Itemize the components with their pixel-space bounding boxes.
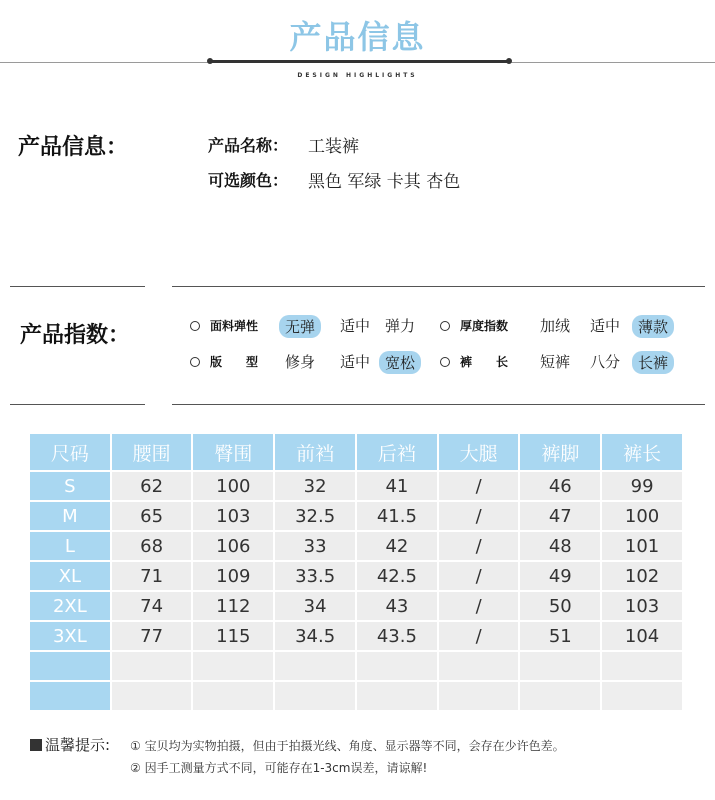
table-row bbox=[30, 562, 682, 590]
table-header-cell: 臀围 bbox=[193, 434, 273, 470]
table-cell: 112 bbox=[193, 592, 273, 620]
table-cell: 115 bbox=[193, 622, 273, 650]
table-cell-empty bbox=[193, 652, 273, 680]
index-option-selected: 宽松 bbox=[379, 351, 421, 374]
index-option: 弹力 bbox=[385, 317, 416, 335]
table-header-row bbox=[30, 434, 682, 470]
info-section-title: 产品信息： bbox=[18, 135, 129, 160]
radio-circle-icon bbox=[440, 321, 450, 331]
table-header-cell: 裤脚 bbox=[520, 434, 600, 470]
table-cell: 74 bbox=[112, 592, 192, 620]
table-header-cell: 后裆 bbox=[357, 434, 437, 470]
table-cell: 32.5 bbox=[275, 502, 355, 530]
table-cell: 50 bbox=[520, 592, 600, 620]
table-cell: 103 bbox=[193, 502, 273, 530]
table-header-cell: 腰围 bbox=[112, 434, 192, 470]
table-cell: 34 bbox=[275, 592, 355, 620]
table-cell-empty bbox=[520, 682, 600, 710]
table-cell: 101 bbox=[602, 532, 682, 560]
index-label: 厚度指数 bbox=[460, 319, 509, 333]
table-cell: 103 bbox=[602, 592, 682, 620]
index-divider-top-right bbox=[172, 286, 705, 287]
table-cell-empty bbox=[439, 682, 519, 710]
radio-circle-icon bbox=[440, 357, 450, 367]
table-cell: 41 bbox=[357, 472, 437, 500]
header-dot-right bbox=[506, 58, 512, 64]
table-cell-empty bbox=[112, 682, 192, 710]
size-cell: XL bbox=[30, 562, 110, 590]
table-cell-empty bbox=[357, 652, 437, 680]
index-divider-bottom-left bbox=[10, 404, 145, 405]
size-cell: 3XL bbox=[30, 622, 110, 650]
header-accent-line bbox=[210, 60, 510, 63]
table-row bbox=[30, 472, 682, 500]
table-cell: 77 bbox=[112, 622, 192, 650]
table-cell: 48 bbox=[520, 532, 600, 560]
table-cell: / bbox=[439, 472, 519, 500]
table-cell: 49 bbox=[520, 562, 600, 590]
index-label: 版 型 bbox=[210, 355, 259, 369]
table-cell-empty bbox=[30, 682, 110, 710]
tip-line-2: ② 因手工测量方式不同，可能存在1-3cm误差，请谅解! bbox=[130, 761, 428, 775]
header-dot-left bbox=[207, 58, 213, 64]
table-cell: 109 bbox=[193, 562, 273, 590]
index-option: 适中 bbox=[340, 353, 371, 371]
table-cell: 65 bbox=[112, 502, 192, 530]
table-cell-empty bbox=[602, 652, 682, 680]
table-cell-empty bbox=[112, 652, 192, 680]
product-name-label: 产品名称： bbox=[208, 136, 289, 155]
index-option: 短裤 bbox=[540, 353, 571, 371]
size-table bbox=[28, 432, 684, 712]
table-cell: 41.5 bbox=[357, 502, 437, 530]
radio-circle-icon bbox=[190, 321, 200, 331]
index-option: 八分 bbox=[590, 353, 621, 371]
index-divider-top-left bbox=[10, 286, 145, 287]
table-cell: 32 bbox=[275, 472, 355, 500]
index-option-selected: 长裤 bbox=[632, 351, 674, 374]
table-cell: 33.5 bbox=[275, 562, 355, 590]
table-cell: 71 bbox=[112, 562, 192, 590]
index-option: 修身 bbox=[285, 353, 316, 371]
table-cell: 100 bbox=[602, 502, 682, 530]
tips-heading bbox=[30, 734, 110, 755]
index-label: 面料弹性 bbox=[210, 319, 259, 333]
table-row bbox=[30, 502, 682, 530]
table-cell: 106 bbox=[193, 532, 273, 560]
table-cell-empty bbox=[193, 682, 273, 710]
table-row bbox=[30, 622, 682, 650]
table-cell: 43.5 bbox=[357, 622, 437, 650]
table-cell: / bbox=[439, 532, 519, 560]
table-cell-empty bbox=[602, 682, 682, 710]
table-cell: 62 bbox=[112, 472, 192, 500]
table-cell: / bbox=[439, 592, 519, 620]
table-cell: 34.5 bbox=[275, 622, 355, 650]
table-row bbox=[30, 532, 682, 560]
index-option: 适中 bbox=[340, 317, 371, 335]
index-divider-bottom-right bbox=[172, 404, 705, 405]
header-subtitle: DESIGN HIGHLIGHTS bbox=[297, 72, 418, 79]
size-cell: 2XL bbox=[30, 592, 110, 620]
size-cell: M bbox=[30, 502, 110, 530]
table-cell-empty bbox=[520, 652, 600, 680]
index-label: 裤 长 bbox=[460, 355, 509, 369]
table-cell: 33 bbox=[275, 532, 355, 560]
index-option: 适中 bbox=[590, 317, 621, 335]
table-cell: 46 bbox=[520, 472, 600, 500]
table-cell: 104 bbox=[602, 622, 682, 650]
table-header-cell: 尺码 bbox=[30, 434, 110, 470]
table-cell: 68 bbox=[112, 532, 192, 560]
table-cell: / bbox=[439, 562, 519, 590]
square-bullet-icon bbox=[30, 739, 42, 751]
table-cell: 42 bbox=[357, 532, 437, 560]
index-option-selected: 无弹 bbox=[279, 315, 321, 338]
table-cell: / bbox=[439, 622, 519, 650]
tip-line-1: ① 宝贝均为实物拍摄，但由于拍摄光线、角度、显示器等不同，会存在少许色差。 bbox=[130, 739, 565, 753]
index-option: 加绒 bbox=[540, 317, 571, 335]
color-value: 黑色 军绿 卡其 杏色 bbox=[308, 172, 461, 192]
table-cell: 102 bbox=[602, 562, 682, 590]
table-cell-empty bbox=[275, 682, 355, 710]
size-cell: L bbox=[30, 532, 110, 560]
product-name-value: 工装裤 bbox=[308, 137, 359, 157]
table-header-cell: 前裆 bbox=[275, 434, 355, 470]
table-cell: 51 bbox=[520, 622, 600, 650]
table-cell-empty bbox=[275, 652, 355, 680]
table-row bbox=[30, 592, 682, 620]
index-option-selected: 薄款 bbox=[632, 315, 674, 338]
size-cell: S bbox=[30, 472, 110, 500]
table-header-cell: 裤长 bbox=[602, 434, 682, 470]
table-cell: 47 bbox=[520, 502, 600, 530]
table-cell: 99 bbox=[602, 472, 682, 500]
table-cell: 43 bbox=[357, 592, 437, 620]
index-section-title: 产品指数： bbox=[20, 323, 131, 348]
table-cell-empty bbox=[357, 682, 437, 710]
table-cell: / bbox=[439, 502, 519, 530]
page-title: 产品信息 bbox=[289, 18, 426, 56]
table-header-cell: 大腿 bbox=[439, 434, 519, 470]
table-cell: 42.5 bbox=[357, 562, 437, 590]
table-cell-empty bbox=[439, 652, 519, 680]
table-cell: 100 bbox=[193, 472, 273, 500]
radio-circle-icon bbox=[190, 357, 200, 367]
tips-heading-text: 温馨提示: bbox=[45, 736, 111, 754]
table-cell-empty bbox=[30, 652, 110, 680]
color-label: 可选颜色： bbox=[208, 171, 289, 190]
table-row-empty bbox=[30, 652, 682, 680]
table-row-empty bbox=[30, 682, 682, 710]
